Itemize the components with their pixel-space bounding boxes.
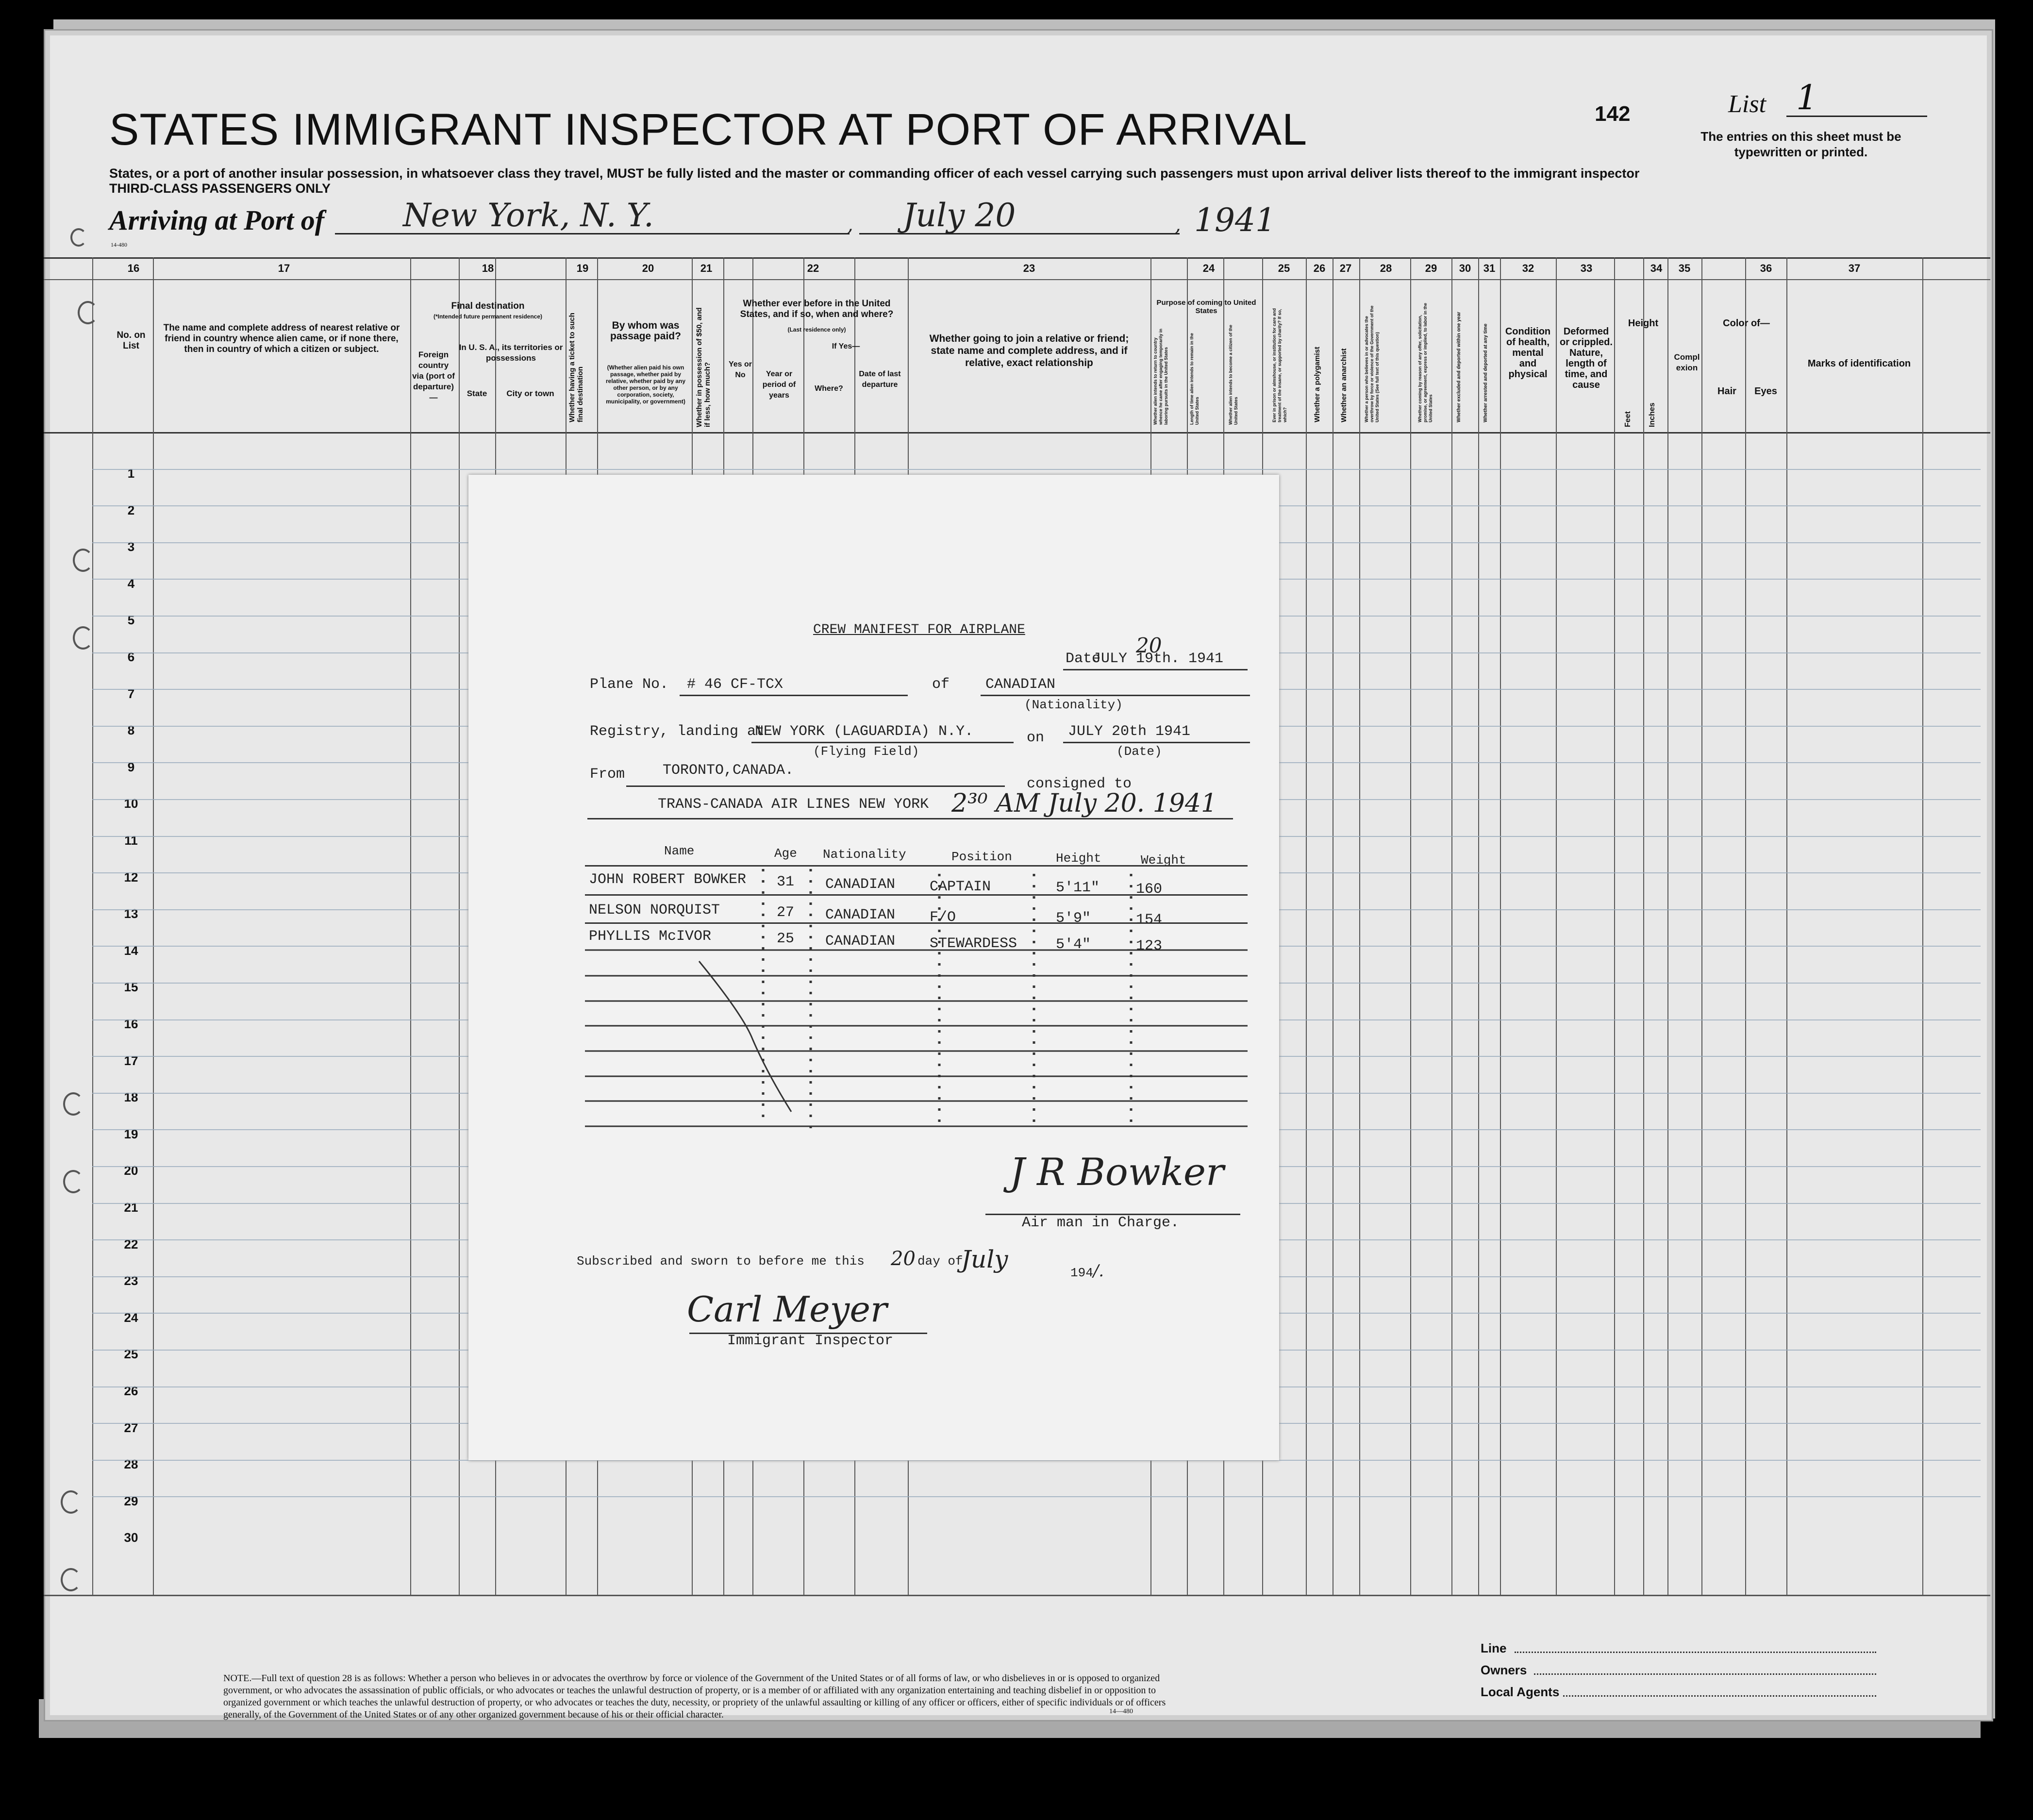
port-handwritten: New York, N. Y. <box>403 197 654 234</box>
column-divider <box>1786 257 1787 1595</box>
consigned-label: consigned to <box>1027 776 1132 792</box>
page-number: 142 <box>1595 102 1631 126</box>
column-divider <box>459 257 460 1595</box>
header-col17: The name and complete address of nearest relative or friend in country whence alien came, or if none there, then in country of which a citizen or subject. <box>163 323 400 354</box>
crew-row-3-age: 25 <box>777 931 795 947</box>
row-number: 13 <box>124 906 138 921</box>
row-number: 17 <box>124 1053 138 1068</box>
header-if-yes: If Yes— <box>832 342 860 351</box>
header-last-departure: Date of last departure <box>859 370 901 389</box>
column-number: 16 <box>127 262 140 274</box>
inspector-caption: Immigrant Inspector <box>727 1333 894 1349</box>
crew-row-3-weight: 123 <box>1136 938 1163 954</box>
header-col31: Whether arrested and deported at any time <box>1483 323 1488 422</box>
column-divider <box>1643 257 1644 1595</box>
row-number: 15 <box>124 980 138 995</box>
binder-hole <box>61 1490 81 1514</box>
date-line <box>859 233 1180 234</box>
row-number: 16 <box>124 1017 138 1031</box>
header-state: State <box>467 389 487 398</box>
header-complexion: Complexion <box>1674 352 1700 372</box>
owners-label: Owners <box>1481 1663 1527 1677</box>
column-number: 24 <box>1202 262 1215 274</box>
row-number: 11 <box>124 833 138 848</box>
header-in-usa: In U. S. A., its territories or possessions <box>459 343 563 363</box>
column-divider <box>1614 257 1615 1595</box>
binder-hole <box>63 1170 83 1193</box>
column-number: 26 <box>1313 262 1326 274</box>
row-number: 6 <box>127 650 135 664</box>
column-number: 37 <box>1848 262 1861 274</box>
crew-header-age: Age <box>774 846 797 861</box>
date-correction: 20 <box>1136 634 1162 657</box>
row-number: 26 <box>124 1384 138 1398</box>
row-number: 18 <box>124 1090 138 1105</box>
arriving-label: Arriving at Port of <box>109 204 325 236</box>
header-color: Color of— <box>1723 318 1770 329</box>
header-where: Where? <box>815 384 843 393</box>
header-col37: Marks of identification <box>1807 358 1911 369</box>
header-col33: Deformed or crippled. Nature, length of time, and cause <box>1560 326 1613 390</box>
crew-header-name: Name <box>664 844 695 858</box>
column-number: 32 <box>1522 262 1534 274</box>
inspector-signature: Carl Meyer <box>687 1289 887 1330</box>
row-number: 12 <box>124 869 138 885</box>
header-col28: Whether a person who believes in or advocates the overthrow by force or violence of the Government of the United States (See full text of this question) <box>1364 305 1380 422</box>
crew-row-2-weight: 154 <box>1136 912 1163 928</box>
registry-value: NEW YORK (LAGUARDIA) N.Y. <box>755 723 974 740</box>
crew-row-2-age: 27 <box>777 904 795 921</box>
crew-row-3-position: STEWARDESS <box>930 935 1017 952</box>
crew-table-lines <box>583 869 1252 1151</box>
consignee: TRANS-CANADA AIR LINES NEW YORK <box>658 796 929 813</box>
header-col24: Purpose of coming to United States <box>1156 299 1256 315</box>
row-number: 19 <box>124 1126 138 1141</box>
crew-row-1-position: CAPTAIN <box>930 879 991 895</box>
sworn-day: 20 <box>891 1248 916 1270</box>
row-line <box>92 469 1981 470</box>
grid-top-border <box>44 257 1990 259</box>
column-divider <box>1500 257 1501 1595</box>
column-number: 34 <box>1650 262 1663 274</box>
crew-row-1-weight: 160 <box>1136 881 1163 898</box>
row-number: 24 <box>124 1310 138 1325</box>
header-col24-a: Whether alien intends to return to country whence he came after engaging temporarily in laboring pursuits in the United States <box>1153 328 1168 425</box>
binder-hole <box>63 1092 83 1116</box>
header-height: Height <box>1628 318 1659 329</box>
crew-row-2-position: F/O <box>930 909 956 926</box>
binder-hole <box>73 549 93 572</box>
column-divider <box>92 257 93 1595</box>
header-eyes: Eyes <box>1754 386 1777 397</box>
row-number: 22 <box>124 1236 138 1252</box>
column-divider <box>410 257 411 1595</box>
column-number: 29 <box>1425 262 1437 274</box>
header-hair: Hair <box>1717 386 1736 397</box>
binder-hole <box>61 1568 81 1591</box>
column-number: 18 <box>482 262 494 274</box>
form-title: STATES IMMIGRANT INSPECTOR AT PORT OF ARRIVAL <box>109 105 1308 154</box>
header-col20: By whom was passage paid? <box>610 320 681 342</box>
row-number: 25 <box>124 1347 138 1362</box>
column-number: 17 <box>278 262 290 274</box>
column-number: 31 <box>1483 262 1496 274</box>
plane-label: Plane No. <box>590 676 669 693</box>
row-number: 9 <box>127 759 135 774</box>
column-divider <box>1667 257 1668 1595</box>
column-divider <box>1359 257 1360 1595</box>
crew-manifest-title: CREW MANIFEST FOR AIRPLANE <box>813 622 1025 637</box>
header-col24-b: Length of time alien intends to remain in the United States <box>1189 333 1200 425</box>
year-handwritten: 1941 <box>1194 201 1276 239</box>
list-number: 1 <box>1796 78 1818 117</box>
port-line <box>335 233 850 234</box>
column-divider <box>1451 257 1452 1595</box>
row-number: 23 <box>124 1273 138 1288</box>
from-value: TORONTO,CANADA. <box>663 762 794 779</box>
crew-row-1-nationality: CANADIAN <box>825 876 896 893</box>
crew-row-1-age: 31 <box>777 874 795 890</box>
grid-bottom-border <box>44 1595 1990 1596</box>
sworn-year: 194/. <box>1070 1261 1104 1281</box>
list-label: List <box>1728 90 1766 118</box>
header-col30: Whether excluded and deported within one year <box>1456 312 1462 422</box>
column-divider <box>1410 257 1411 1595</box>
row-number: 21 <box>124 1200 138 1215</box>
date-label: Date <box>1066 651 1101 667</box>
column-number: 30 <box>1459 262 1471 274</box>
column-divider <box>1556 257 1557 1595</box>
day-of-label: day of <box>917 1254 963 1269</box>
header-foreign-country: Foreign country via (port of departure)— <box>412 350 455 402</box>
column-divider <box>1745 257 1746 1595</box>
header-year: Year or period of years <box>762 370 796 400</box>
crew-row-1-height: 5'11" <box>1056 880 1100 896</box>
row-number: 30 <box>124 1530 138 1545</box>
header-city: City or town <box>506 389 554 398</box>
on-label: on <box>1027 730 1045 746</box>
row-number: 2 <box>127 502 135 518</box>
column-number: 33 <box>1580 262 1593 274</box>
header-final-destination-note: (*Intended future permanent residence) <box>433 313 543 320</box>
sworn-text: Subscribed and sworn to before me this <box>577 1254 865 1269</box>
column-divider <box>1922 257 1923 1595</box>
row-number: 1 <box>127 466 135 481</box>
date-handwritten: July 20 <box>903 197 1016 234</box>
binder-hole <box>70 228 87 247</box>
header-col21: Whether in possession of $50, and if less, how much? <box>695 307 712 427</box>
row-number: 10 <box>124 796 138 811</box>
header-final-destination: Final destination <box>451 301 525 311</box>
column-number: 23 <box>1023 262 1035 274</box>
flying-field-caption: (Flying Field) <box>813 744 919 759</box>
column-number: 20 <box>642 262 654 274</box>
airman-caption: Air man in Charge. <box>1022 1215 1180 1231</box>
crew-header-nationality: Nationality <box>823 847 906 862</box>
column-number: 21 <box>700 262 713 274</box>
landing-date: JULY 20th 1941 <box>1068 723 1191 740</box>
column-divider <box>1701 257 1702 1595</box>
header-col26: Whether a polygamist <box>1313 347 1321 422</box>
date-caption: (Date) <box>1116 744 1162 759</box>
entries-note: The entries on this sheet must be typewritten or printed. <box>1700 129 1901 159</box>
list-underline <box>1786 116 1927 117</box>
crew-row-3-nationality: CANADIAN <box>825 933 896 950</box>
local-agents-label: Local Agents <box>1481 1685 1560 1699</box>
line-label: Line <box>1481 1641 1507 1655</box>
column-number: 22 <box>807 262 819 274</box>
row-number: 7 <box>127 686 135 701</box>
header-col22-note: (Last residence only) <box>787 326 846 333</box>
form-code-top: 14-480 <box>111 241 127 248</box>
crew-row-2-height: 5'9" <box>1056 910 1091 927</box>
header-col32: Condition of health, mental and physical <box>1505 326 1551 380</box>
row-line <box>92 1496 1981 1497</box>
crew-row-3-name: PHYLLIS McIVOR <box>589 928 712 945</box>
header-inches: Inches <box>1648 402 1656 427</box>
row-number: 4 <box>127 576 135 591</box>
row-number: 27 <box>124 1420 138 1435</box>
crew-header-height: Height <box>1056 851 1101 866</box>
header-yes-no: Yes or No <box>728 360 752 379</box>
column-number: 19 <box>576 262 589 274</box>
nationality-caption: (Nationality) <box>1024 698 1123 712</box>
crew-row-2-name: NELSON NORQUIST <box>589 902 720 918</box>
question-28-note: NOTE.—Full text of question 28 is as follows: Whether a person who believes in or advocates the overthrow by force or violence of the Government of the United States or of all forms of law, or who disbelieves in or is opposed to organized government, or who advocates the assassination of public officials, or who advocates or teaches the unlawful destruction of property, or is a member of or affiliated with any organization entertaining and teaching disbelief in or opposition to organized government or which teaches the unlawful destruction of property, or who advocates or teaches the duty, necessity, or propriety of the unlawful assaulting or killing of any officer or officers, either of specific individuals or of officers generally, of the Government of the United States or of any other organized government because of his or their official character. <box>223 1673 1166 1720</box>
crew-row-2-nationality: CANADIAN <box>825 907 896 923</box>
form-code-bottom: 14—480 <box>1109 1708 1133 1715</box>
row-number: 20 <box>124 1163 138 1178</box>
crew-header-position: Position <box>951 850 1012 864</box>
column-number: 25 <box>1278 262 1290 274</box>
column-number: 28 <box>1380 262 1392 274</box>
plane-value: # 46 CF-TCX <box>687 676 783 693</box>
consignee-handwritten: 2³⁰ AM July 20. 1941 <box>951 789 1217 818</box>
header-col29: Whether coming by reason of any offer, solicitation, promise, or agreement, express or implied, to labor in the United States <box>1417 302 1433 422</box>
of-label: of <box>932 676 950 693</box>
row-number: 3 <box>127 539 135 554</box>
header-col25: Ever in prison or almshouse, or institution for care and treatment of the insane, or supported by charity? If so, which? <box>1272 308 1287 422</box>
airman-signature: J R Bowker <box>1010 1151 1224 1194</box>
header-no-on-list: No. on List <box>117 330 146 351</box>
row-number: 29 <box>124 1493 138 1508</box>
crew-row-1-name: JOHN ROBERT BOWKER <box>589 871 747 888</box>
column-divider <box>1306 257 1307 1595</box>
header-col19: Whether having a ticket to such final destination <box>568 313 584 422</box>
from-label: From <box>590 766 625 783</box>
row-number: 28 <box>124 1457 138 1472</box>
header-col23: Whether going to join a relative or friend; state name and complete address, and if relative, exact relationship <box>929 333 1129 368</box>
row-number: 14 <box>124 943 138 958</box>
header-col24-c: Whether alien intends to become a citizen of the United States <box>1228 324 1238 425</box>
column-number: 35 <box>1678 262 1691 274</box>
binder-hole <box>73 626 93 650</box>
crew-row-3-height: 5'4" <box>1056 936 1091 953</box>
class-note: THIRD-CLASS PASSENGERS ONLY <box>109 181 331 196</box>
column-divider <box>1478 257 1479 1595</box>
registry-label: Registry, landing at <box>590 723 765 740</box>
column-number: 27 <box>1339 262 1352 274</box>
row-number: 8 <box>127 723 135 738</box>
form-subtitle: States, or a port of another insular possession, in whatsoever class they travel, MUST be fully listed and the master or commanding officer of each vessel carrying such passengers must upon arrival deliver lists thereof to the immigrant inspector <box>109 166 1640 181</box>
column-number: 36 <box>1760 262 1772 274</box>
binder-hole <box>78 301 98 324</box>
sworn-month: July <box>961 1245 1008 1273</box>
header-col22: Whether ever before in the United States, and if so, when and where? <box>740 299 894 319</box>
row-number: 5 <box>127 613 135 628</box>
header-col20-note: (Whether alien paid his own passage, whether paid by relative, whether paid by any other person, or by any corporation, society, municipality, or government) <box>605 364 686 405</box>
crew-header-weight: Weight <box>1141 853 1186 868</box>
header-feet: Feet <box>1624 411 1632 427</box>
column-divider <box>153 257 154 1595</box>
date-value: JULY 19th. 1941 <box>1092 651 1224 667</box>
nationality-value: CANADIAN <box>985 676 1056 693</box>
header-col27: Whether an anarchist <box>1340 348 1348 422</box>
